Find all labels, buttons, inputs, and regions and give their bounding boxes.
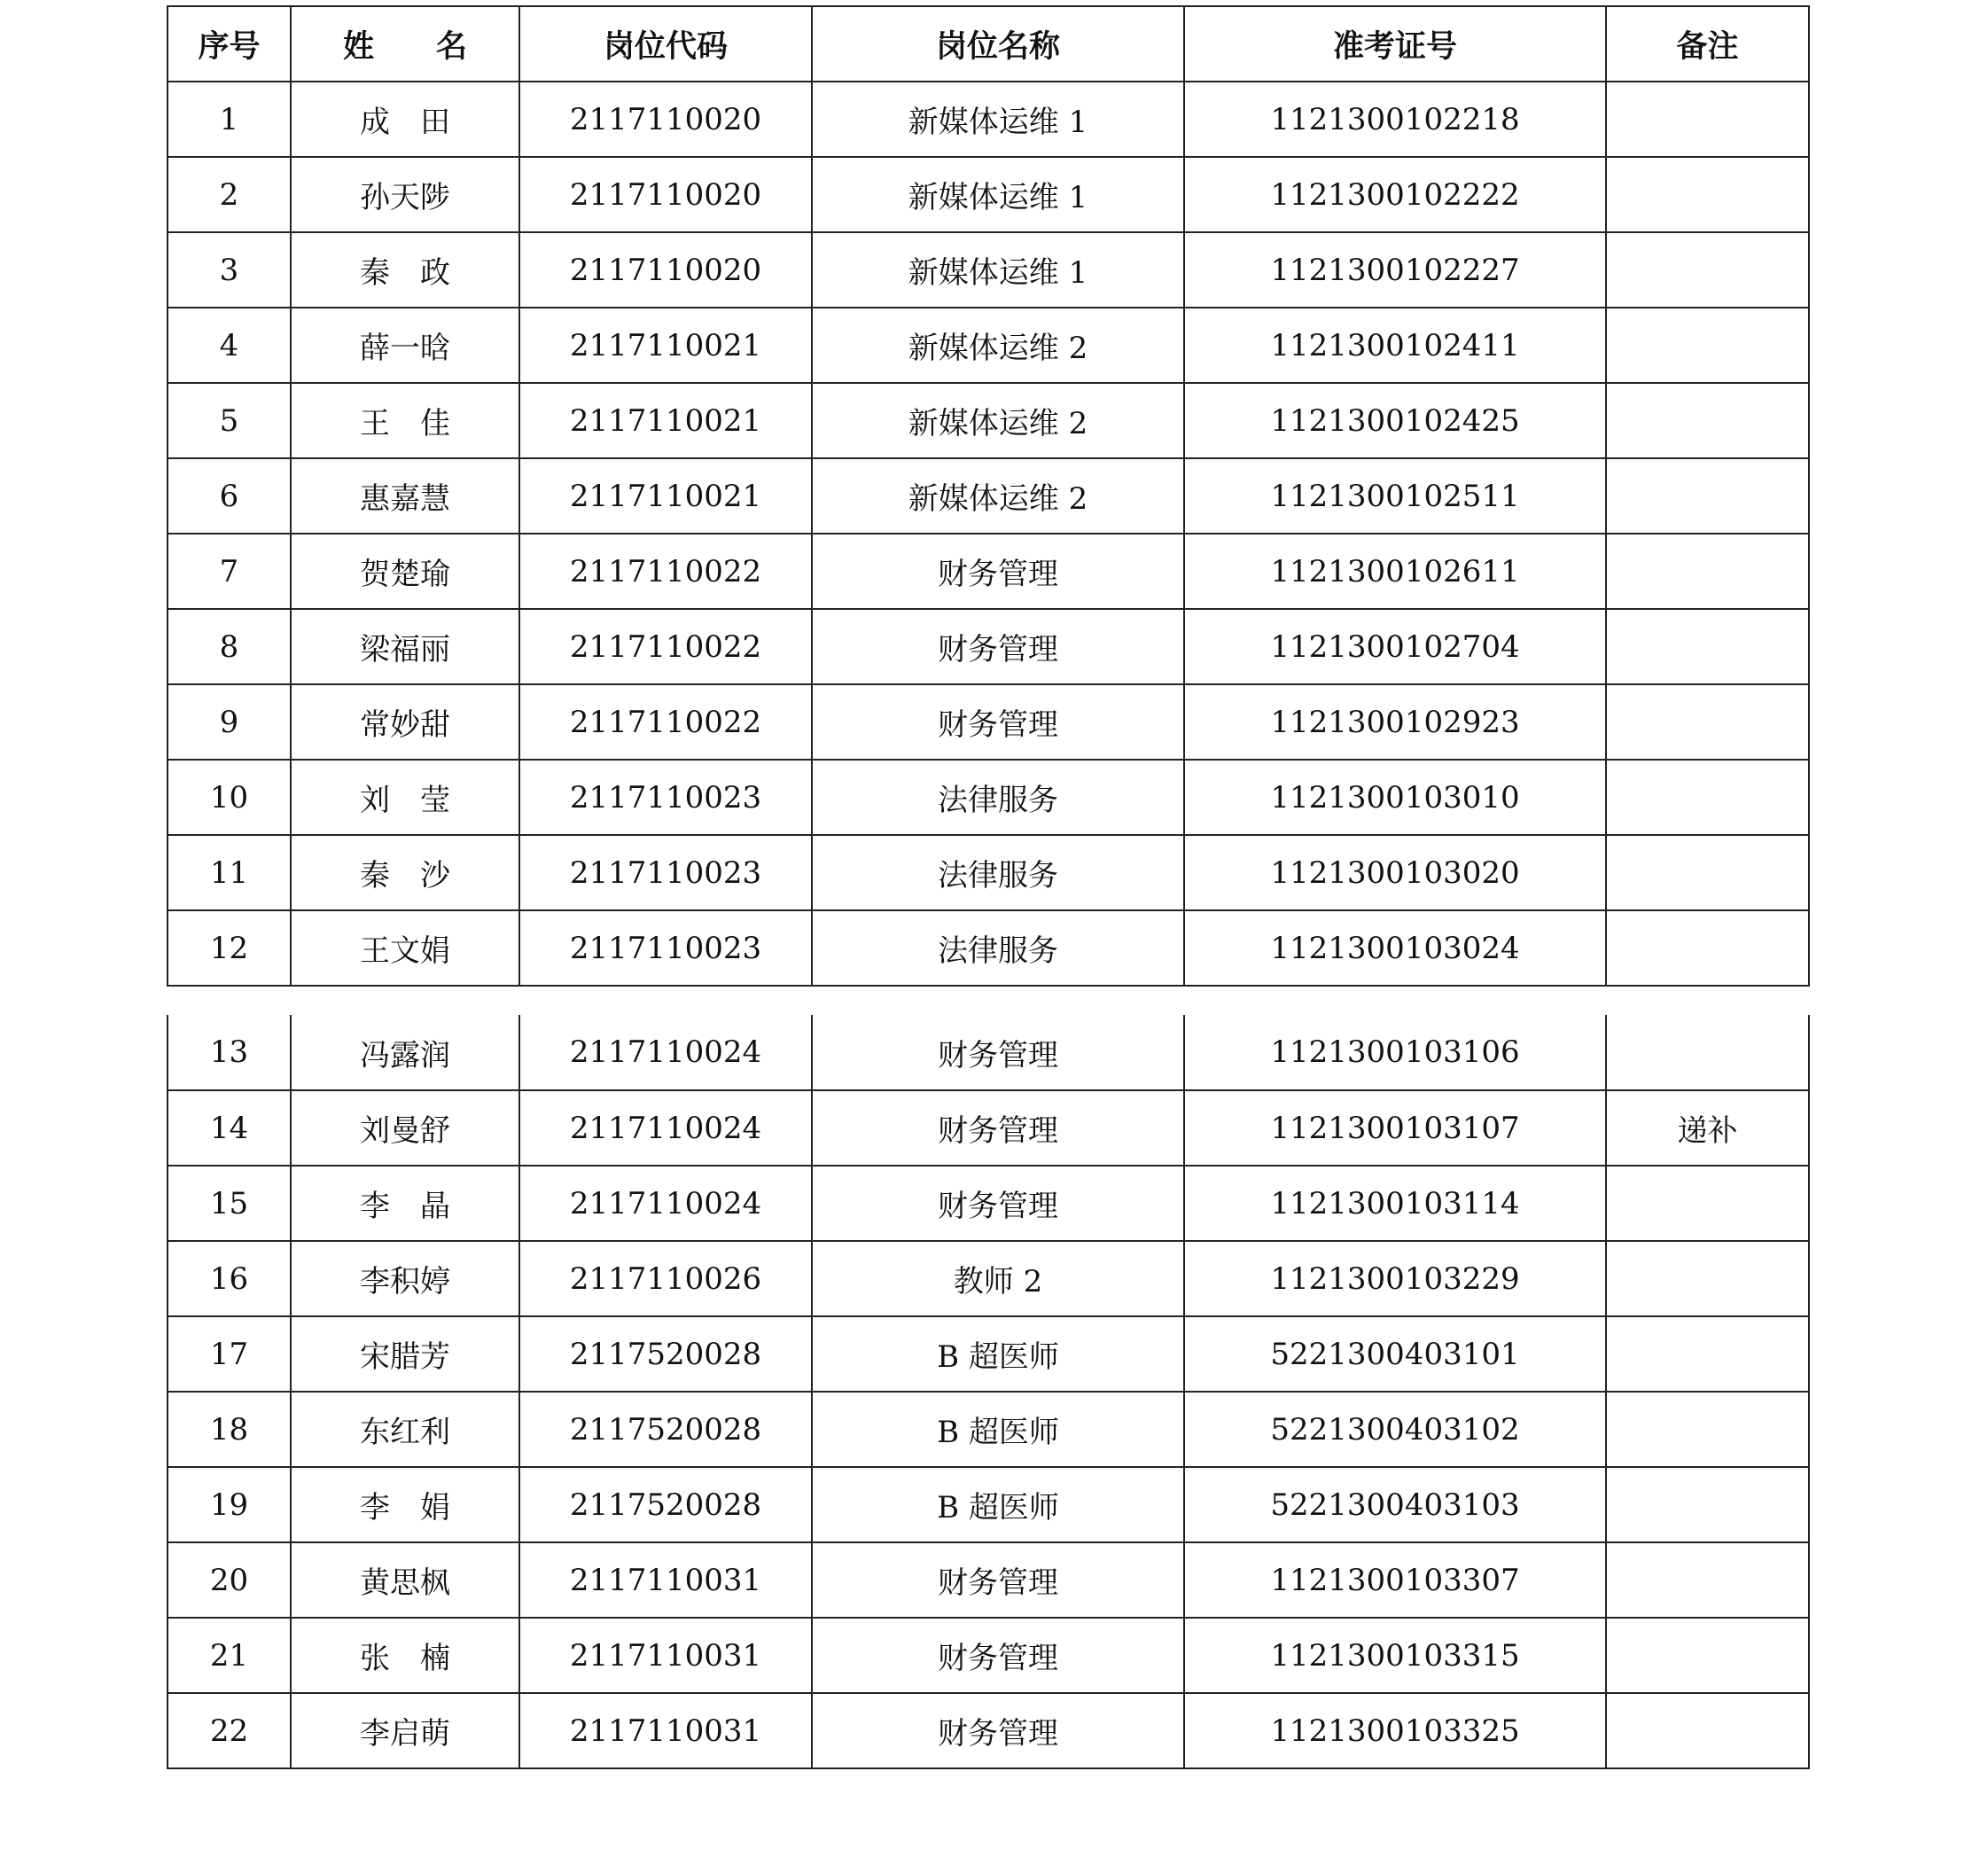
table-row <box>168 1090 1809 1166</box>
cell-position: 财务管理 <box>812 684 1184 760</box>
cell-name: 秦 沙 <box>291 835 519 910</box>
cell-no: 4 <box>168 308 291 383</box>
cell-note <box>1606 383 1809 458</box>
cell-code: 2117110023 <box>519 835 812 910</box>
cell-no: 12 <box>168 910 291 986</box>
cell-code: 2117520028 <box>519 1467 812 1542</box>
cell-position: 财务管理 <box>812 1090 1184 1166</box>
table-row <box>168 684 1809 760</box>
cell-exam-id: 5221300403102 <box>1184 1392 1606 1467</box>
cell-note <box>1606 609 1809 684</box>
cell-no: 5 <box>168 383 291 458</box>
cell-no: 10 <box>168 760 291 835</box>
cell-note <box>1606 910 1809 986</box>
cell-exam-id: 1121300103106 <box>1184 1015 1606 1090</box>
cell-exam-id: 1121300102218 <box>1184 82 1606 157</box>
cell-name: 冯露润 <box>291 1015 519 1090</box>
cell-exam-id: 1121300103010 <box>1184 760 1606 835</box>
header-exam-id: 准考证号 <box>1184 6 1606 82</box>
cell-exam-id: 5221300403101 <box>1184 1316 1606 1392</box>
table-row <box>168 1392 1809 1467</box>
cell-note <box>1606 1693 1809 1768</box>
cell-position: 财务管理 <box>812 534 1184 609</box>
cell-note <box>1606 1467 1809 1542</box>
header-code: 岗位代码 <box>519 6 812 82</box>
cell-no: 18 <box>168 1392 291 1467</box>
cell-no: 3 <box>168 232 291 308</box>
cell-no: 8 <box>168 609 291 684</box>
table-body-bottom <box>168 1015 1809 1768</box>
cell-note <box>1606 232 1809 308</box>
table-header-row <box>168 6 1809 82</box>
cell-position: 财务管理 <box>812 1618 1184 1693</box>
cell-code: 2117110022 <box>519 684 812 760</box>
cell-name: 王 佳 <box>291 383 519 458</box>
cell-exam-id: 1121300102222 <box>1184 157 1606 232</box>
cell-position: 财务管理 <box>812 1015 1184 1090</box>
cell-note: 递补 <box>1606 1090 1809 1166</box>
cell-code: 2117520028 <box>519 1392 812 1467</box>
table-row <box>168 1467 1809 1542</box>
header-note: 备注 <box>1606 6 1809 82</box>
cell-no: 20 <box>168 1542 291 1618</box>
cell-code: 2117110031 <box>519 1618 812 1693</box>
table-row <box>168 157 1809 232</box>
header-name: 姓 名 <box>291 6 519 82</box>
cell-position: B 超医师 <box>812 1392 1184 1467</box>
cell-name: 黄思枫 <box>291 1542 519 1618</box>
cell-code: 2117110024 <box>519 1090 812 1166</box>
header-position: 岗位名称 <box>812 6 1184 82</box>
cell-position: 财务管理 <box>812 609 1184 684</box>
cell-code: 2117110031 <box>519 1693 812 1768</box>
cell-position: 法律服务 <box>812 835 1184 910</box>
table-row <box>168 232 1809 308</box>
cell-code: 2117110020 <box>519 232 812 308</box>
cell-name: 梁福丽 <box>291 609 519 684</box>
cell-name: 成 田 <box>291 82 519 157</box>
cell-name: 秦 政 <box>291 232 519 308</box>
candidate-table-bottom <box>167 1015 1810 1769</box>
cell-exam-id: 1121300102611 <box>1184 534 1606 609</box>
table-row <box>168 1542 1809 1618</box>
cell-position: 法律服务 <box>812 760 1184 835</box>
table-row <box>168 1693 1809 1768</box>
cell-note <box>1606 157 1809 232</box>
cell-name: 张 楠 <box>291 1618 519 1693</box>
cell-no: 6 <box>168 458 291 534</box>
cell-position: 新媒体运维 2 <box>812 383 1184 458</box>
cell-no: 22 <box>168 1693 291 1768</box>
cell-no: 21 <box>168 1618 291 1693</box>
cell-exam-id: 1121300102923 <box>1184 684 1606 760</box>
cell-code: 2117110020 <box>519 157 812 232</box>
cell-code: 2117110023 <box>519 760 812 835</box>
cell-note <box>1606 1241 1809 1316</box>
cell-exam-id: 1121300103315 <box>1184 1618 1606 1693</box>
table-row <box>168 609 1809 684</box>
cell-exam-id: 1121300103107 <box>1184 1090 1606 1166</box>
cell-note <box>1606 308 1809 383</box>
table-row <box>168 1166 1809 1241</box>
cell-position: 新媒体运维 2 <box>812 458 1184 534</box>
cell-exam-id: 1121300102227 <box>1184 232 1606 308</box>
candidate-table-top <box>167 5 1810 987</box>
cell-no: 7 <box>168 534 291 609</box>
cell-exam-id: 1121300103307 <box>1184 1542 1606 1618</box>
cell-code: 2117520028 <box>519 1316 812 1392</box>
cell-exam-id: 1121300103024 <box>1184 910 1606 986</box>
cell-code: 2117110021 <box>519 458 812 534</box>
table-row <box>168 1241 1809 1316</box>
cell-exam-id: 1121300102425 <box>1184 383 1606 458</box>
cell-position: 新媒体运维 1 <box>812 157 1184 232</box>
cell-exam-id: 1121300103114 <box>1184 1166 1606 1241</box>
cell-position: 新媒体运维 1 <box>812 232 1184 308</box>
cell-exam-id: 5221300403103 <box>1184 1467 1606 1542</box>
cell-name: 刘曼舒 <box>291 1090 519 1166</box>
cell-no: 15 <box>168 1166 291 1241</box>
table-row <box>168 383 1809 458</box>
cell-name: 东红利 <box>291 1392 519 1467</box>
table-row <box>168 835 1809 910</box>
cell-code: 2117110020 <box>519 82 812 157</box>
cell-position: 财务管理 <box>812 1166 1184 1241</box>
cell-code: 2117110026 <box>519 1241 812 1316</box>
cell-no: 9 <box>168 684 291 760</box>
cell-name: 王文娟 <box>291 910 519 986</box>
cell-no: 19 <box>168 1467 291 1542</box>
cell-note <box>1606 1015 1809 1090</box>
cell-no: 13 <box>168 1015 291 1090</box>
cell-position: 教师 2 <box>812 1241 1184 1316</box>
cell-name: 孙天陟 <box>291 157 519 232</box>
cell-name: 常妙甜 <box>291 684 519 760</box>
cell-note <box>1606 1316 1809 1392</box>
cell-note <box>1606 1392 1809 1467</box>
cell-note <box>1606 1542 1809 1618</box>
cell-code: 2117110021 <box>519 383 812 458</box>
cell-position: 财务管理 <box>812 1693 1184 1768</box>
cell-note <box>1606 835 1809 910</box>
cell-code: 2117110022 <box>519 609 812 684</box>
cell-note <box>1606 1166 1809 1241</box>
cell-name: 惠嘉慧 <box>291 458 519 534</box>
table-body-top <box>168 82 1809 986</box>
cell-code: 2117110021 <box>519 308 812 383</box>
cell-no: 17 <box>168 1316 291 1392</box>
cell-exam-id: 1121300103325 <box>1184 1693 1606 1768</box>
cell-name: 刘 莹 <box>291 760 519 835</box>
cell-no: 1 <box>168 82 291 157</box>
cell-code: 2117110024 <box>519 1015 812 1090</box>
cell-position: 财务管理 <box>812 1542 1184 1618</box>
cell-name: 贺楚瑜 <box>291 534 519 609</box>
cell-name: 宋腊芳 <box>291 1316 519 1392</box>
table-row <box>168 82 1809 157</box>
cell-name: 李 娟 <box>291 1467 519 1542</box>
cell-name: 李 晶 <box>291 1166 519 1241</box>
cell-exam-id: 1121300103020 <box>1184 835 1606 910</box>
header-no: 序号 <box>168 6 291 82</box>
table-row <box>168 1015 1809 1090</box>
cell-code: 2117110024 <box>519 1166 812 1241</box>
cell-note <box>1606 82 1809 157</box>
cell-note <box>1606 760 1809 835</box>
table-row <box>168 308 1809 383</box>
cell-position: B 超医师 <box>812 1316 1184 1392</box>
table-row <box>168 760 1809 835</box>
cell-name: 薛一晗 <box>291 308 519 383</box>
cell-exam-id: 1121300103229 <box>1184 1241 1606 1316</box>
cell-note <box>1606 1618 1809 1693</box>
cell-note <box>1606 534 1809 609</box>
cell-no: 16 <box>168 1241 291 1316</box>
cell-code: 2117110022 <box>519 534 812 609</box>
cell-code: 2117110023 <box>519 910 812 986</box>
table-row <box>168 910 1809 986</box>
cell-note <box>1606 684 1809 760</box>
cell-no: 14 <box>168 1090 291 1166</box>
cell-position: B 超医师 <box>812 1467 1184 1542</box>
cell-position: 法律服务 <box>812 910 1184 986</box>
cell-no: 2 <box>168 157 291 232</box>
table-row <box>168 534 1809 609</box>
cell-code: 2117110031 <box>519 1542 812 1618</box>
table-row <box>168 1618 1809 1693</box>
cell-name: 李启萌 <box>291 1693 519 1768</box>
table-row <box>168 458 1809 534</box>
cell-exam-id: 1121300102411 <box>1184 308 1606 383</box>
cell-position: 新媒体运维 1 <box>812 82 1184 157</box>
cell-exam-id: 1121300102704 <box>1184 609 1606 684</box>
table-row <box>168 1316 1809 1392</box>
cell-name: 李积婷 <box>291 1241 519 1316</box>
cell-position: 新媒体运维 2 <box>812 308 1184 383</box>
cell-exam-id: 1121300102511 <box>1184 458 1606 534</box>
cell-no: 11 <box>168 835 291 910</box>
cell-note <box>1606 458 1809 534</box>
